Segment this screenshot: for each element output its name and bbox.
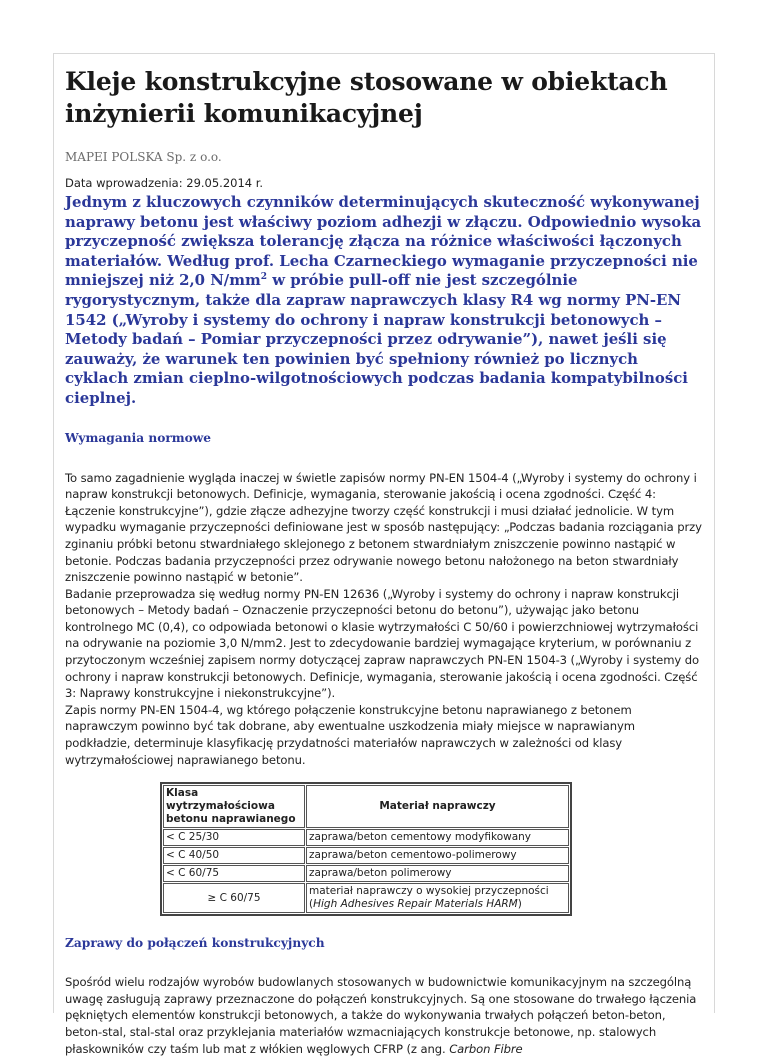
table-cell-material <box>306 883 569 913</box>
table-cell-material: zaprawa/beton cementowy modyfikowany <box>306 829 569 846</box>
table-cell-class: < C 25/30 <box>163 829 305 846</box>
material-italic-name: High Adhesives Repair Materials HARM <box>313 898 518 911</box>
table-row <box>163 865 569 882</box>
table-row <box>163 847 569 864</box>
lead-text-part2: w próbie pull-off nie jest szczególnie rygorystycznym, także dla zapraw naprawczych klasy R4 wg normy PN-EN 1542 („Wyroby i systemy do ochrony i napraw konstrukcji betonowych – Metody badań – Pomiar przyczepności przez odrywanie”), nawet jeśli się zauważy, że warunek ten powinien być spełniony również po licznych cyklach zmian cieplno-wilgotnościowych podczas badania kompatybilności cieplnej. <box>65 271 688 407</box>
section-heading-requirements: Wymagania normowe <box>65 430 212 445</box>
lead-superscript: 2 <box>260 272 268 283</box>
article-author: MAPEI POLSKA Sp. z o.o. <box>65 150 222 164</box>
article-container <box>53 53 715 1056</box>
table-cell-material: zaprawa/beton cementowo-polimerowy <box>306 847 569 864</box>
section-heading-mortars: Zaprawy do połączeń konstrukcyjnych <box>65 936 325 951</box>
table-header-class: Klasa wytrzymałościowa betonu naprawianego <box>163 785 305 828</box>
table-cell-material: zaprawa/beton polimerowy <box>306 865 569 882</box>
table-row <box>163 829 569 846</box>
table-cell-class: < C 40/50 <box>163 847 305 864</box>
mortars-paragraph-italic: Carbon Fibre <box>449 1041 523 1056</box>
article-title: Kleje konstrukcyjne stosowane w obiektach inżynierii komunikacyjnej <box>65 67 668 128</box>
repair-classification-table <box>160 782 572 916</box>
requirements-paragraph-2: Badanie przeprowadza się według normy PN-EN 12636 („Wyroby i systemy do ochrony i napraw konstrukcji betonowych – Metody badań – Oznaczenie przyczepności betonu do betonu”), używając jako betonu kontrolnego MC (0,4), co odpowiada betonowi o klasie wytrzymałości C 50/60 i powierzchniowej wytrzymałości na odrywanie na poziomie 3,0 N/mm2. Jest to zdecydowanie bardziej wymagające kryterium, w porównaniu z przytoczonym wcześniej zapisem normy dotyczącej zapraw naprawczych PN-EN 1504-3 („Wyroby i systemy do ochrony i napraw konstrukcji betonowych. Definicje, wymagania, sterowanie jakością i ocena zgodności. Część 3: Naprawy konstrukcyjne i niekonstrukcyjne”). <box>65 586 699 701</box>
article-date: Data wprowadzenia: 29.05.2014 r. <box>65 176 264 190</box>
table-header-row <box>163 785 569 828</box>
material-paren-open: ( <box>309 898 314 911</box>
mortars-paragraph-1 <box>65 974 703 1057</box>
material-text: materiał naprawczy o wysokiej przyczepności <box>309 885 549 898</box>
material-paren-close: ) <box>517 898 522 911</box>
table-row <box>163 883 569 913</box>
table-header-material: Materiał naprawczy <box>306 785 569 828</box>
table-cell-class: ≥ C 60/75 <box>163 883 305 913</box>
article-lead <box>65 193 703 409</box>
mortars-paragraph-text: Spośród wielu rodzajów wyrobów budowlanych stosowanych w budownictwie komunikacyjnym na szczególną uwagę zasługują zaprawy przeznaczone do połączeń konstrukcyjnych. Są one stosowane do trwałego łączenia pękniętych elementów konstrukcji betonowych, a także do wykonywania trwałych połączeń beton-beton, beton-stal, stal-stal oraz przyklejania materiałów wzmacniających konstrukcje betonowe, np. stalowych płaskowników czy taśm lub mat z włókien węglowych CFRP (z ang. <box>65 975 697 1056</box>
table-cell-class: < C 60/75 <box>163 865 305 882</box>
lead-text-part1: Jednym z kluczowych czynników determinujących skuteczność wykonywanej naprawy betonu jest właściwy poziom adhezji w złączu. Odpowiednio wysoka przyczepność zwiększa tolerancję złącza na różnice właściwości łączonych materiałów. Według prof. Lecha Czarneckiego wymaganie przyczepności nie mniejszej niż 2,0 N/mm <box>65 193 702 290</box>
requirements-paragraph-3: Zapis normy PN-EN 1504-4, wg którego połączenie konstrukcyjne betonu naprawianego z betonem naprawczym powinno być tak dobrane, aby ewentualne uszkodzenia miały miejsce w naprawianym podkładzie, determinuje klasyfikację przydatności materiałów naprawczych w zależności od klasy wytrzymałościowej naprawianego betonu. <box>65 702 635 767</box>
requirements-paragraph-1: To samo zagadnienie wygląda inaczej w świetle zapisów normy PN-EN 1504-4 („Wyroby i systemy do ochrony i napraw konstrukcji betonowych. Definicje, wymagania, sterowanie jakością i ocena zgodności. Część 4: Łączenie konstrukcyjne”), gdzie złącze adhezyjne tworzy część konstrukcji i musi działać jednolicie. W tym wypadku wymaganie przyczepności definiowane jest w sposób następujący: „Podczas badania rozciągania przy zginaniu próbki betonu stwardniałego sklejonego z betonem stwardniałym zniszczenie powinno nastąpić w betonie. Podczas badania przyczepności przez odrywanie nowego betonu nałożonego na beton stwardniały zniszczenie powinno nastąpić w betonie”. <box>65 470 702 585</box>
